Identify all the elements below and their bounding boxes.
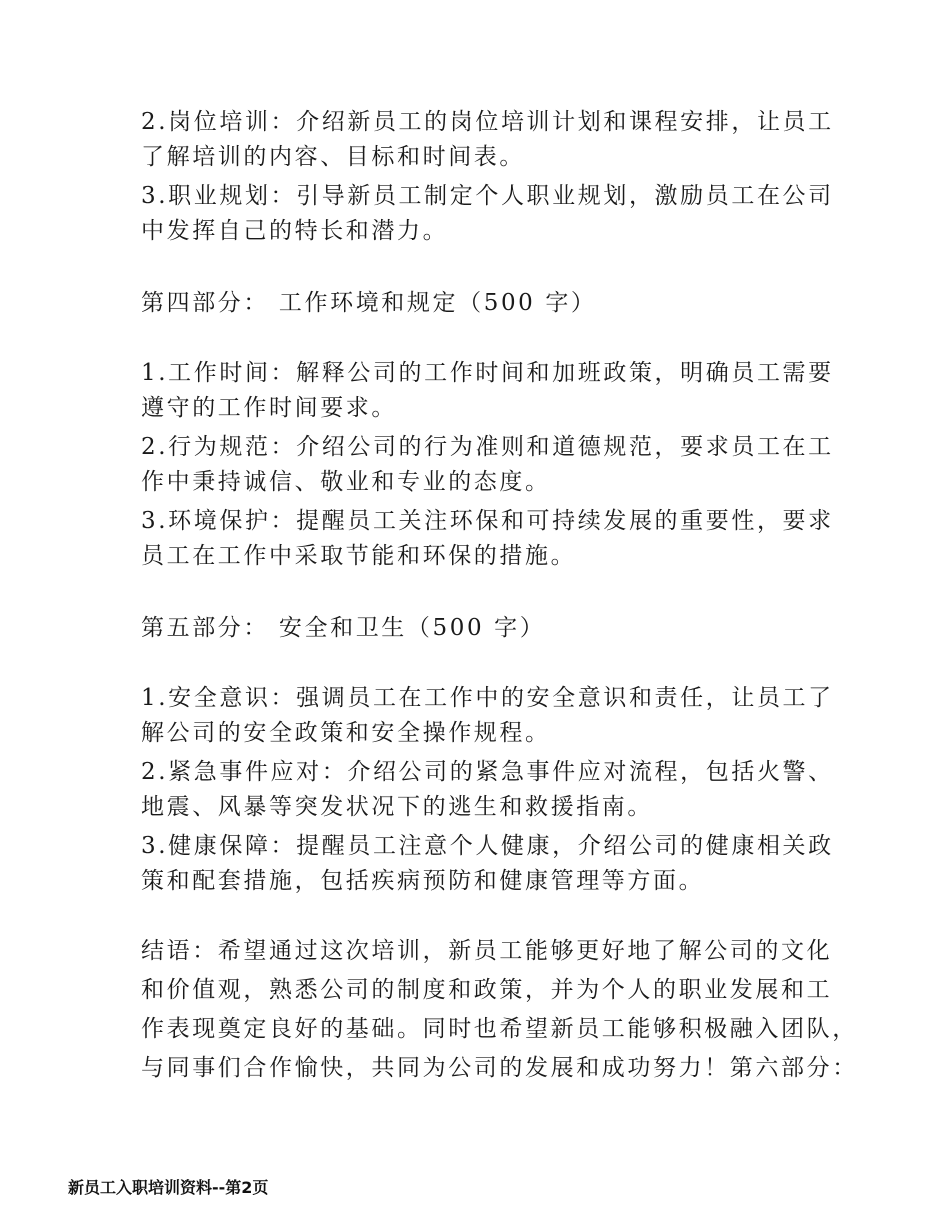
text-line: 2.岗位培训：介绍新员工的岗位培训计划和课程安排，让员工	[141, 109, 834, 135]
text-line: 解公司的安全政策和安全操作规程。	[141, 720, 551, 746]
section-heading: 第四部分： 工作环境和规定（500 字）	[141, 290, 597, 316]
text-line: 1.安全意识：强调员工在工作中的安全意识和责任，让员工了	[141, 685, 834, 711]
section-heading: 第五部分： 安全和卫生（500 字）	[141, 615, 546, 641]
text-line: 遵守的工作时间要求。	[141, 395, 397, 421]
text-line: 了解培训的内容、目标和时间表。	[141, 144, 525, 170]
text-line: 策和配套措施，包括疾病预防和健康管理等方面。	[141, 868, 705, 894]
text-line: 3.职业规划：引导新员工制定个人职业规划，激励员工在公司	[141, 183, 834, 209]
text-line: 3.健康保障：提醒员工注意个人健康，介绍公司的健康相关政	[141, 833, 834, 859]
text-line: 2.行为规范：介绍公司的行为准则和道德规范，要求员工在工	[141, 434, 834, 460]
text-line: 作中秉持诚信、敬业和专业的态度。	[141, 469, 551, 495]
text-line: 员工在工作中采取节能和环保的措施。	[141, 543, 577, 569]
text-line: 结语：希望通过这次培训，新员工能够更好地了解公司的文化	[141, 938, 833, 964]
text-line: 作表现奠定良好的基础。同时也希望新员工能够积极融入团队，	[141, 1016, 858, 1042]
text-line: 1.工作时间：解释公司的工作时间和加班政策，明确员工需要	[141, 360, 834, 386]
text-line: 和价值观，熟悉公司的制度和政策，并为个人的职业发展和工	[141, 977, 833, 1003]
text-line: 地震、风暴等突发状况下的逃生和救援指南。	[141, 794, 653, 820]
text-line: 3.环境保护：提醒员工关注环保和可持续发展的重要性，要求	[141, 508, 834, 534]
page-footer: 新员工入职培训资料--第2页	[68, 1178, 269, 1197]
text-line: 中发挥自己的特长和潜力。	[141, 218, 449, 244]
text-line: 与同事们合作愉快，共同为公司的发展和成功努力！第六部分：	[141, 1055, 858, 1081]
text-line: 2.紧急事件应对：介绍公司的紧急事件应对流程，包括火警、	[141, 759, 834, 785]
